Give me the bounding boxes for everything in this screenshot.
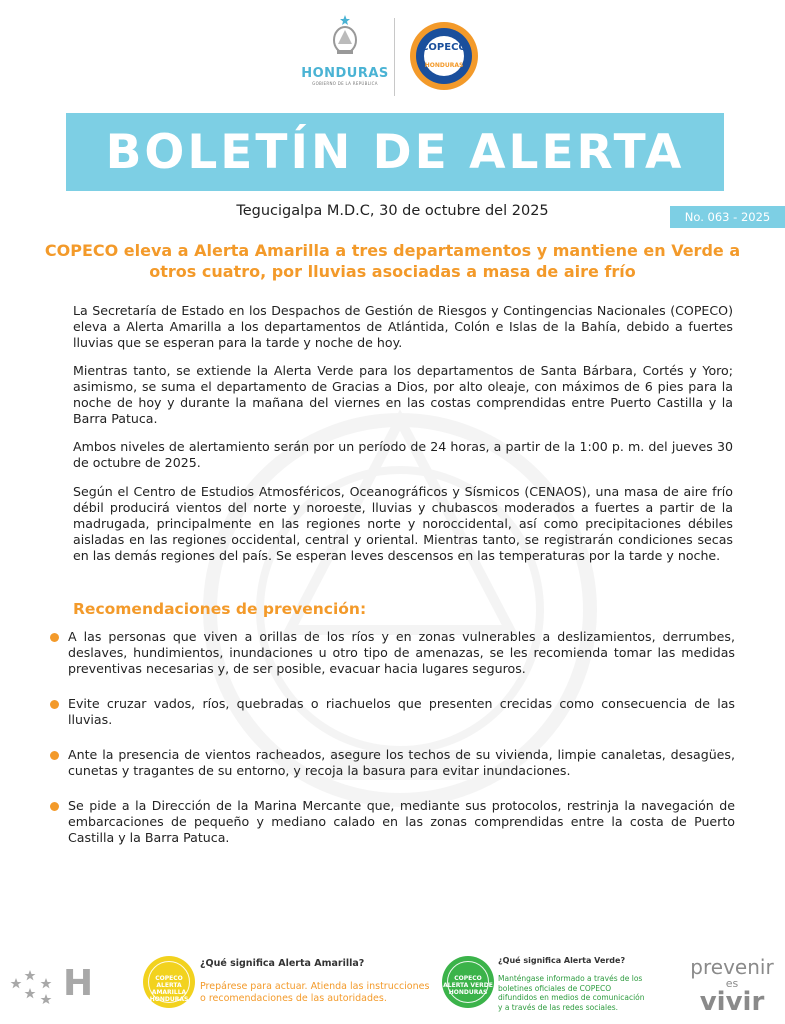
body-paragraph: Mientras tanto, se extiende la Alerta Verde para los departamentos de Santa Bárbara, Cortés y Yoro; asimismo, se suma el departamento de Gracias a Dios, por alto oleaje, con máximos de 6 pies para la noche de hoy y durante la mañana del viernes en las costas comprendidas entre Puerto Castilla y la Barra Patuca. (73, 363, 733, 426)
title-banner (66, 113, 724, 191)
body-paragraph: La Secretaría de Estado en los Despachos de Gestión de Riesgos y Contingencias Nacionales (COPECO) eleva a Alerta Amarilla a los departamentos de Atlántida, Colón e Islas de la Bahía, debido a fuertes lluvias que se esperan para la tarde y noche de hoy. (73, 303, 733, 350)
svg-text:HONDURAS: HONDURAS (424, 62, 464, 69)
green-badge-text: COPECO ALERTA VERDE HONDURAS (443, 975, 493, 996)
slogan-top: prevenir (690, 955, 774, 979)
list-item-text: Se pide a la Dirección de la Marina Mercante que, mediante sus protocolos, restrinja la navegación de embarcaciones de pequeño y mediano calado en las zonas comprendidas entre la costa de Puerto Castilla y la Barra Patuca. (68, 798, 735, 845)
footer (0, 950, 785, 1024)
slogan-mid: es (725, 977, 739, 990)
logo-divider (394, 18, 395, 96)
list-item (50, 747, 735, 779)
honduras-h-logo: H (63, 963, 94, 1004)
svg-text:COPECO: COPECO (421, 42, 467, 53)
bulletin-number-badge: No. 063 - 2025 (670, 206, 785, 228)
copeco-logo (408, 20, 480, 92)
body-paragraph: Ambos niveles de alertamiento serán por un período de 24 horas, a partir de la 1:00 p. m. del jueves 30 de octubre de 2025. (73, 439, 733, 470)
list-item (50, 798, 735, 846)
list-item-text: Evite cruzar vados, ríos, quebradas o riachuelos que presenten crecidas como consecuencia de las lluvias. (68, 696, 735, 727)
stars-icon (8, 964, 63, 1004)
bulletin-title: BOLETÍN DE ALERTA (105, 124, 685, 180)
honduras-wordmark: HONDURAS (301, 66, 389, 81)
green-alert-answer: Manténgase informado a través de los boletines oficiales de COPECO difundidos en medios de comunicación y a través de las redes sociales. (498, 974, 645, 1012)
prevenir-es-vivir-logo (684, 956, 780, 1015)
bullet-dot-icon (50, 700, 59, 709)
yellow-alert-badge (143, 956, 195, 1008)
recommendations-title: Recomendaciones de prevención: (73, 600, 367, 618)
yellow-alert-answer: Prepárese para actuar. Atienda las instrucciones o recomendaciones de las autoridades. (200, 981, 430, 1004)
header-logos (0, 10, 785, 100)
yellow-badge-text: COPECO ALERTA AMARILLA HONDURAS (149, 975, 189, 1003)
headline: COPECO eleva a Alerta Amarilla a tres departamentos y mantiene en Verde a otros cuatro, por lluvias asociadas a masa de aire frío (44, 241, 741, 281)
honduras-subtitle: GOBIERNO DE LA REPÚBLICA (312, 81, 378, 86)
list-item-text: A las personas que viven a orillas de los ríos y en zonas vulnerables a deslizamientos, derrumbes, deslaves, hundimientos, inundaciones u otro tipo de amenazas, se les recomienda tomar las medidas preventivas necesarias y, de ser posible, evacuar hacia lugares seguros. (68, 629, 735, 676)
list-item-text: Ante la presencia de vientos racheados, asegure los techos de su vivienda, limpie canaletas, desagües, cunetas y tragantes de su entorno, y recoja la basura para evitar inundaciones. (68, 747, 735, 778)
slogan-bottom: vivir (699, 987, 765, 1017)
list-item (50, 629, 735, 677)
dateline: Tegucigalpa M.D.C, 30 de octubre del 2025 (236, 203, 549, 219)
honduras-government-logo (300, 14, 390, 100)
honduras-coat-of-arms-icon (327, 14, 363, 56)
green-alert-badge (442, 956, 494, 1008)
bullet-dot-icon (50, 802, 59, 811)
body-paragraph: Según el Centro de Estudios Atmosféricos, Oceanográficos y Sísmicos (CENAOS), una masa de aire frío débil producirá vientos del norte y noroeste, lluvias y chubascos moderados a fuertes a partir de la madrugada, principalmente en las regiones norte y noroccidental, así como precipitaciones débiles aisladas en las regiones occidental, central y oriental. Mientras tanto, se registrarán condiciones secas en las demás regiones del país. Se esperan leves descensos en las temperaturas por la tarde y noche. (73, 484, 733, 563)
list-item (50, 696, 735, 728)
yellow-alert-question: ¿Qué significa Alerta Amarilla? (200, 958, 365, 969)
green-alert-question: ¿Qué significa Alerta Verde? (498, 956, 626, 965)
bullet-dot-icon (50, 633, 59, 642)
recommendations-list (50, 629, 735, 865)
bullet-dot-icon (50, 751, 59, 760)
